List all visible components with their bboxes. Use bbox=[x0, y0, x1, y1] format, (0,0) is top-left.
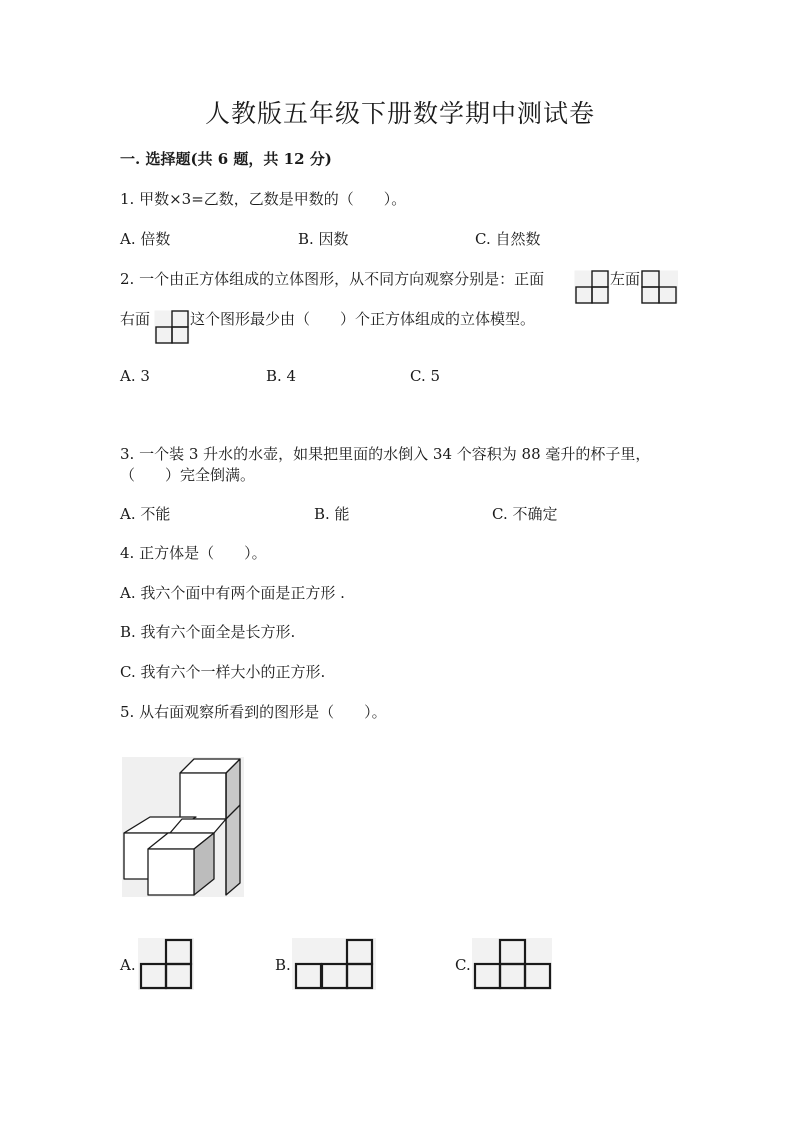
question-1-stem: 1. 甲数×3=乙数，乙数是甲数的（ ）。 bbox=[120, 190, 407, 208]
question-4-option-a[interactable]: A. 我六个面中有两个面是正方形 . bbox=[120, 584, 345, 602]
question-2-stem-part3: 右面 bbox=[120, 310, 151, 328]
question-5-option-a[interactable]: A. bbox=[120, 956, 136, 974]
option-b-figure[interactable] bbox=[292, 938, 376, 990]
page-title: 人教版五年级下册数学期中测试卷 bbox=[204, 99, 595, 128]
question-2-option-c[interactable]: C. 5 bbox=[410, 367, 441, 385]
right-view-figure bbox=[154, 310, 190, 344]
section-heading: 一. 选择题(共 6 题，共 12 分) bbox=[120, 150, 332, 168]
option-c-figure[interactable] bbox=[472, 938, 552, 990]
question-3-option-a[interactable]: A. 不能 bbox=[120, 505, 171, 523]
question-2-option-b[interactable]: B. 4 bbox=[266, 367, 297, 385]
option-a-figure[interactable] bbox=[138, 938, 194, 990]
question-2-stem-part2: 左面 bbox=[610, 270, 641, 288]
question-1-option-a[interactable]: A. 倍数 bbox=[120, 230, 171, 248]
question-3-stem-line2: （ ）完全倒满。 bbox=[120, 466, 256, 484]
front-view-figure bbox=[574, 270, 610, 304]
question-5-option-b[interactable]: B. bbox=[275, 956, 291, 974]
question-2-stem-part4: 这个图形最少由（ ）个正方体组成的立体模型。 bbox=[190, 310, 536, 328]
question-3-option-b[interactable]: B. 能 bbox=[314, 505, 350, 523]
question-4-option-c[interactable]: C. 我有六个一样大小的正方形. bbox=[120, 663, 326, 681]
question-5-option-c[interactable]: C. bbox=[455, 956, 471, 974]
question-1-option-b[interactable]: B. 因数 bbox=[298, 230, 349, 248]
question-3-option-c[interactable]: C. 不确定 bbox=[492, 505, 558, 523]
question-1-option-c[interactable]: C. 自然数 bbox=[475, 230, 541, 248]
question-2-stem-part1: 2. 一个由正方体组成的立体图形，从不同方向观察分别是：正面 bbox=[120, 270, 545, 288]
question-4-option-b[interactable]: B. 我有六个面全是长方形. bbox=[120, 623, 296, 641]
left-view-figure bbox=[641, 270, 679, 304]
question-4-stem: 4. 正方体是（ ）。 bbox=[120, 544, 267, 562]
question-2-option-a[interactable]: A. 3 bbox=[120, 367, 150, 385]
question-5-stem: 5. 从右面观察所看到的图形是（ ）。 bbox=[120, 703, 387, 721]
question-3-stem-line1: 3. 一个装 3 升水的水壶，如果把里面的水倒入 34 个容积为 88 毫升的杯子里， bbox=[120, 445, 651, 463]
cube-stack-figure bbox=[122, 757, 244, 897]
